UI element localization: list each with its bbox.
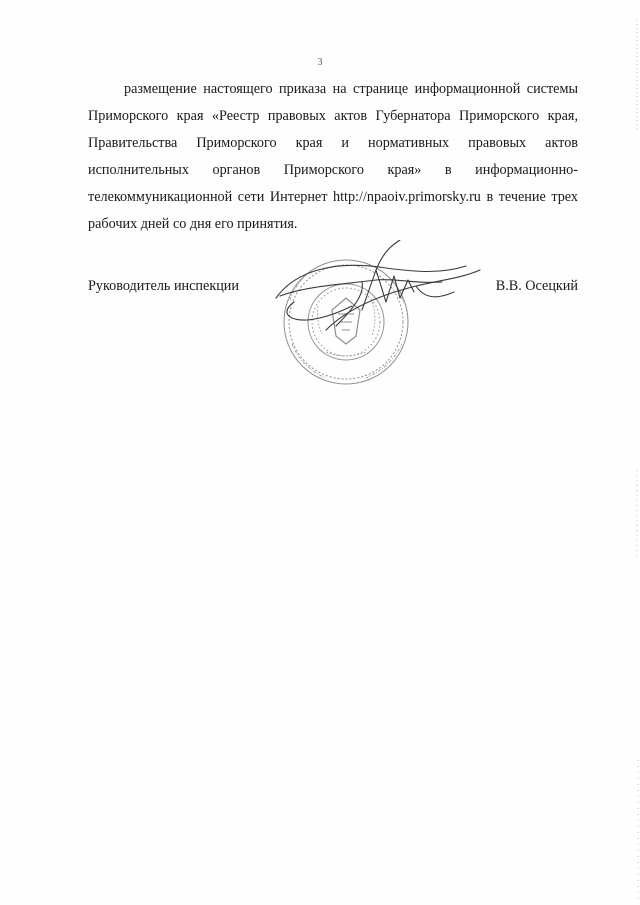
signatory-name: В.В. Осецкий (495, 278, 578, 294)
signature-block (88, 278, 578, 298)
page-number: 3 (317, 57, 323, 68)
stamp-and-signature-image (266, 240, 486, 390)
signatory-title: Руководитель инспекции (88, 278, 239, 294)
body-paragraph: размещение настоящего приказа на странице информационной системы Приморского края «Реестр правовых актов Губернатора Приморского края, Правительства Приморского края и нормативных правовых актов исполнительных органов Приморского края» в информационно-телекоммуникационной сети Интернет http://npaoiv.primorsky.ru в течение трех рабочих дней со дня его принятия. (88, 81, 578, 232)
scan-edge-marks (632, 0, 640, 905)
